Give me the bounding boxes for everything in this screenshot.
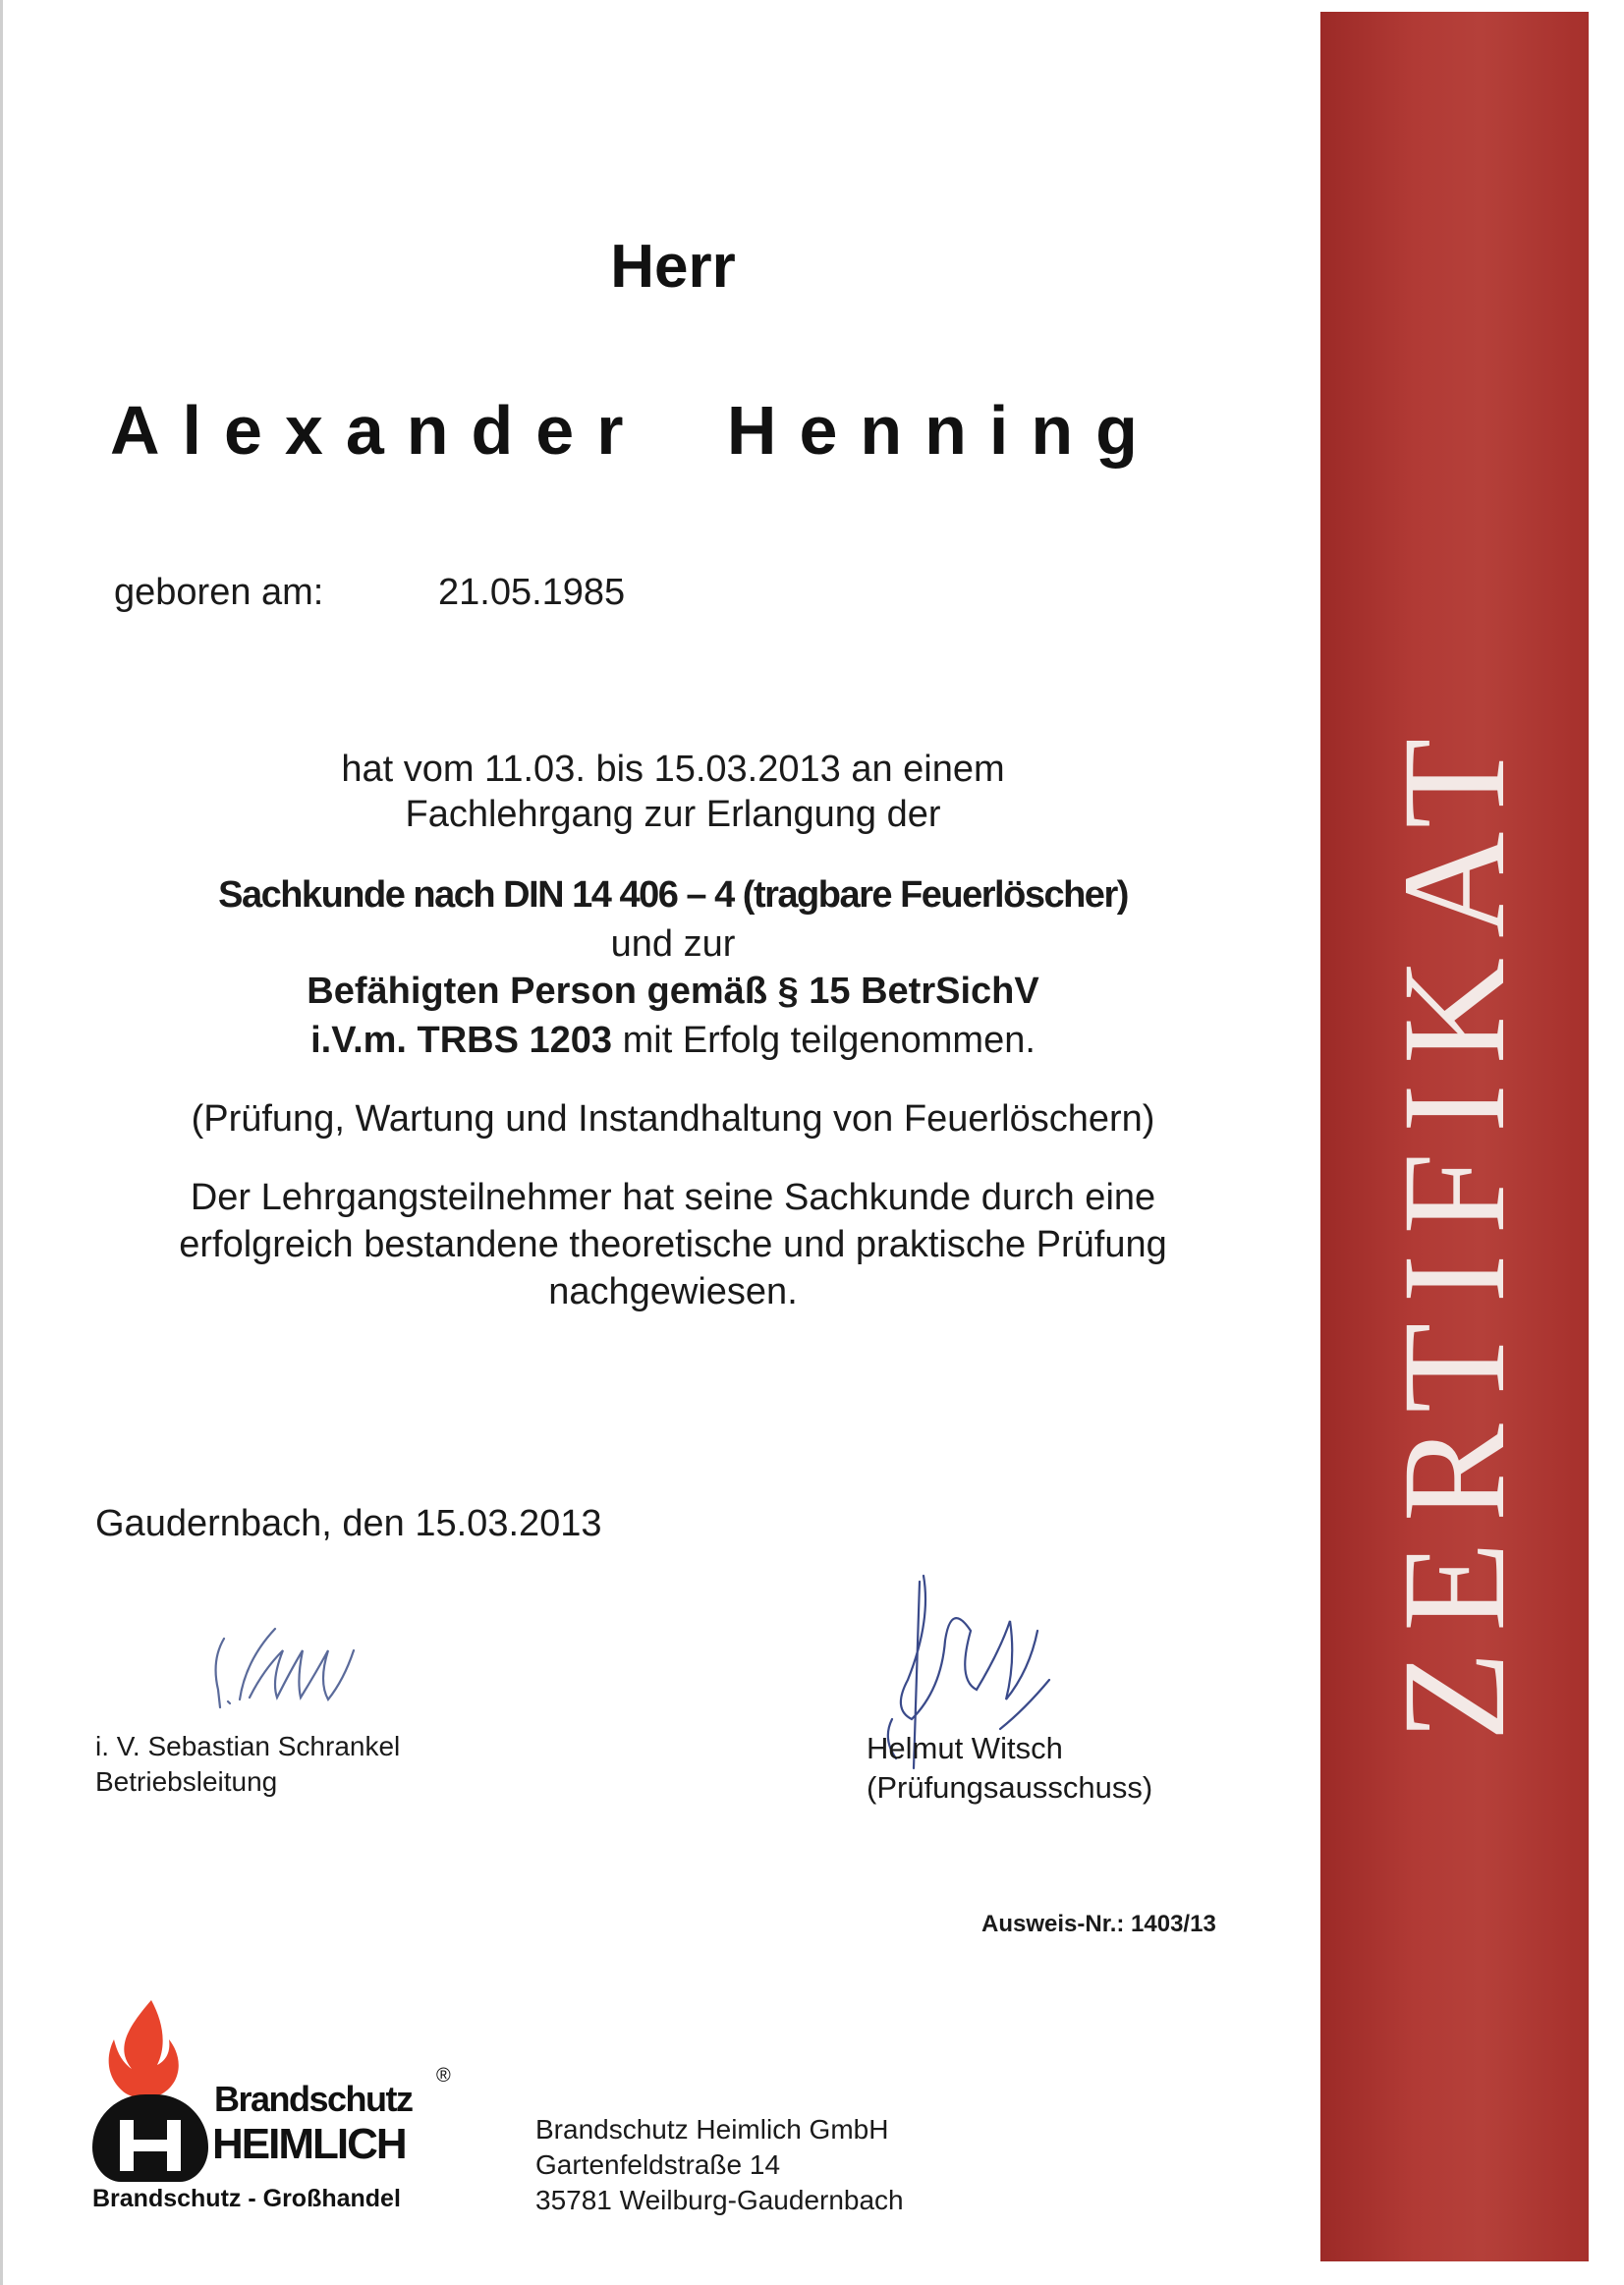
certificate-title-band [1320,12,1589,2261]
signatory-right [867,1729,1152,1808]
statement-line-3: nachgewiesen. [548,1271,798,1312]
recipient-name: Alexander Henning [110,392,1160,469]
address-line-3: 35781 Weilburg-Gaudernbach [535,2185,904,2215]
place-and-date: Gaudernbach, den 15.03.2013 [95,1503,602,1544]
signature-left [206,1621,364,1714]
logo-brand-text: Brandschutz [214,2079,413,2119]
birth-date-label: geboren am: [114,572,324,613]
page-edge [0,0,3,2285]
course-purpose: Fachlehrgang zur Erlangung der [405,794,941,835]
id-number: Ausweis-Nr.: 1403/13 [981,1911,1216,1937]
qualification-trbs-bold: i.V.m. TRBS 1203 [310,1020,613,1061]
company-logo [86,2000,460,2226]
flame-h-icon [86,2000,214,2182]
logo-company-name: HEIMLICH [212,2120,406,2168]
signatory-right-name: Helmut Witsch [867,1731,1063,1765]
logo-subtitle: Brandschutz - Großhandel [92,2185,401,2212]
certificate-title: ZERTIFIKAT [1372,718,1536,1742]
qualification-betrsichv: Befähigten Person gemäß § 15 BetrSichV [307,971,1039,1012]
course-period: hat vom 11.03. bis 15.03.2013 an einem [341,749,1005,790]
signatory-right-role: (Prüfungsausschuss) [867,1770,1153,1805]
signatory-left-name: i. V. Sebastian Schrankel [95,1731,401,1761]
address-line-2: Gartenfeldstraße 14 [535,2149,781,2180]
birth-date-value: 21.05.1985 [438,572,626,613]
statement-line-1: Der Lehrgangsteilnehmer hat seine Sachkunde durch eine [190,1177,1156,1218]
signatory-left [95,1729,400,1800]
qualification-din: Sachkunde nach DIN 14 406 – 4 (tragbare Feuerlöscher) [218,874,1128,916]
salutation: Herr [610,233,736,301]
qualification-connector: und zur [610,923,736,965]
address-line-1: Brandschutz Heimlich GmbH [535,2114,889,2145]
signatory-left-role: Betriebsleitung [95,1766,278,1797]
logo-registered-mark: ® [436,2065,451,2087]
company-address [535,2112,904,2218]
qualification-trbs [39,1018,1307,1063]
qualification-trbs-rest: mit Erfolg teilgenommen. [612,1020,1036,1061]
qualification-scope: (Prüfung, Wartung und Instandhaltung von Feuerlöschern) [191,1098,1155,1140]
statement-line-2: erfolgreich bestandene theoretische und praktische Prüfung [179,1224,1167,1265]
